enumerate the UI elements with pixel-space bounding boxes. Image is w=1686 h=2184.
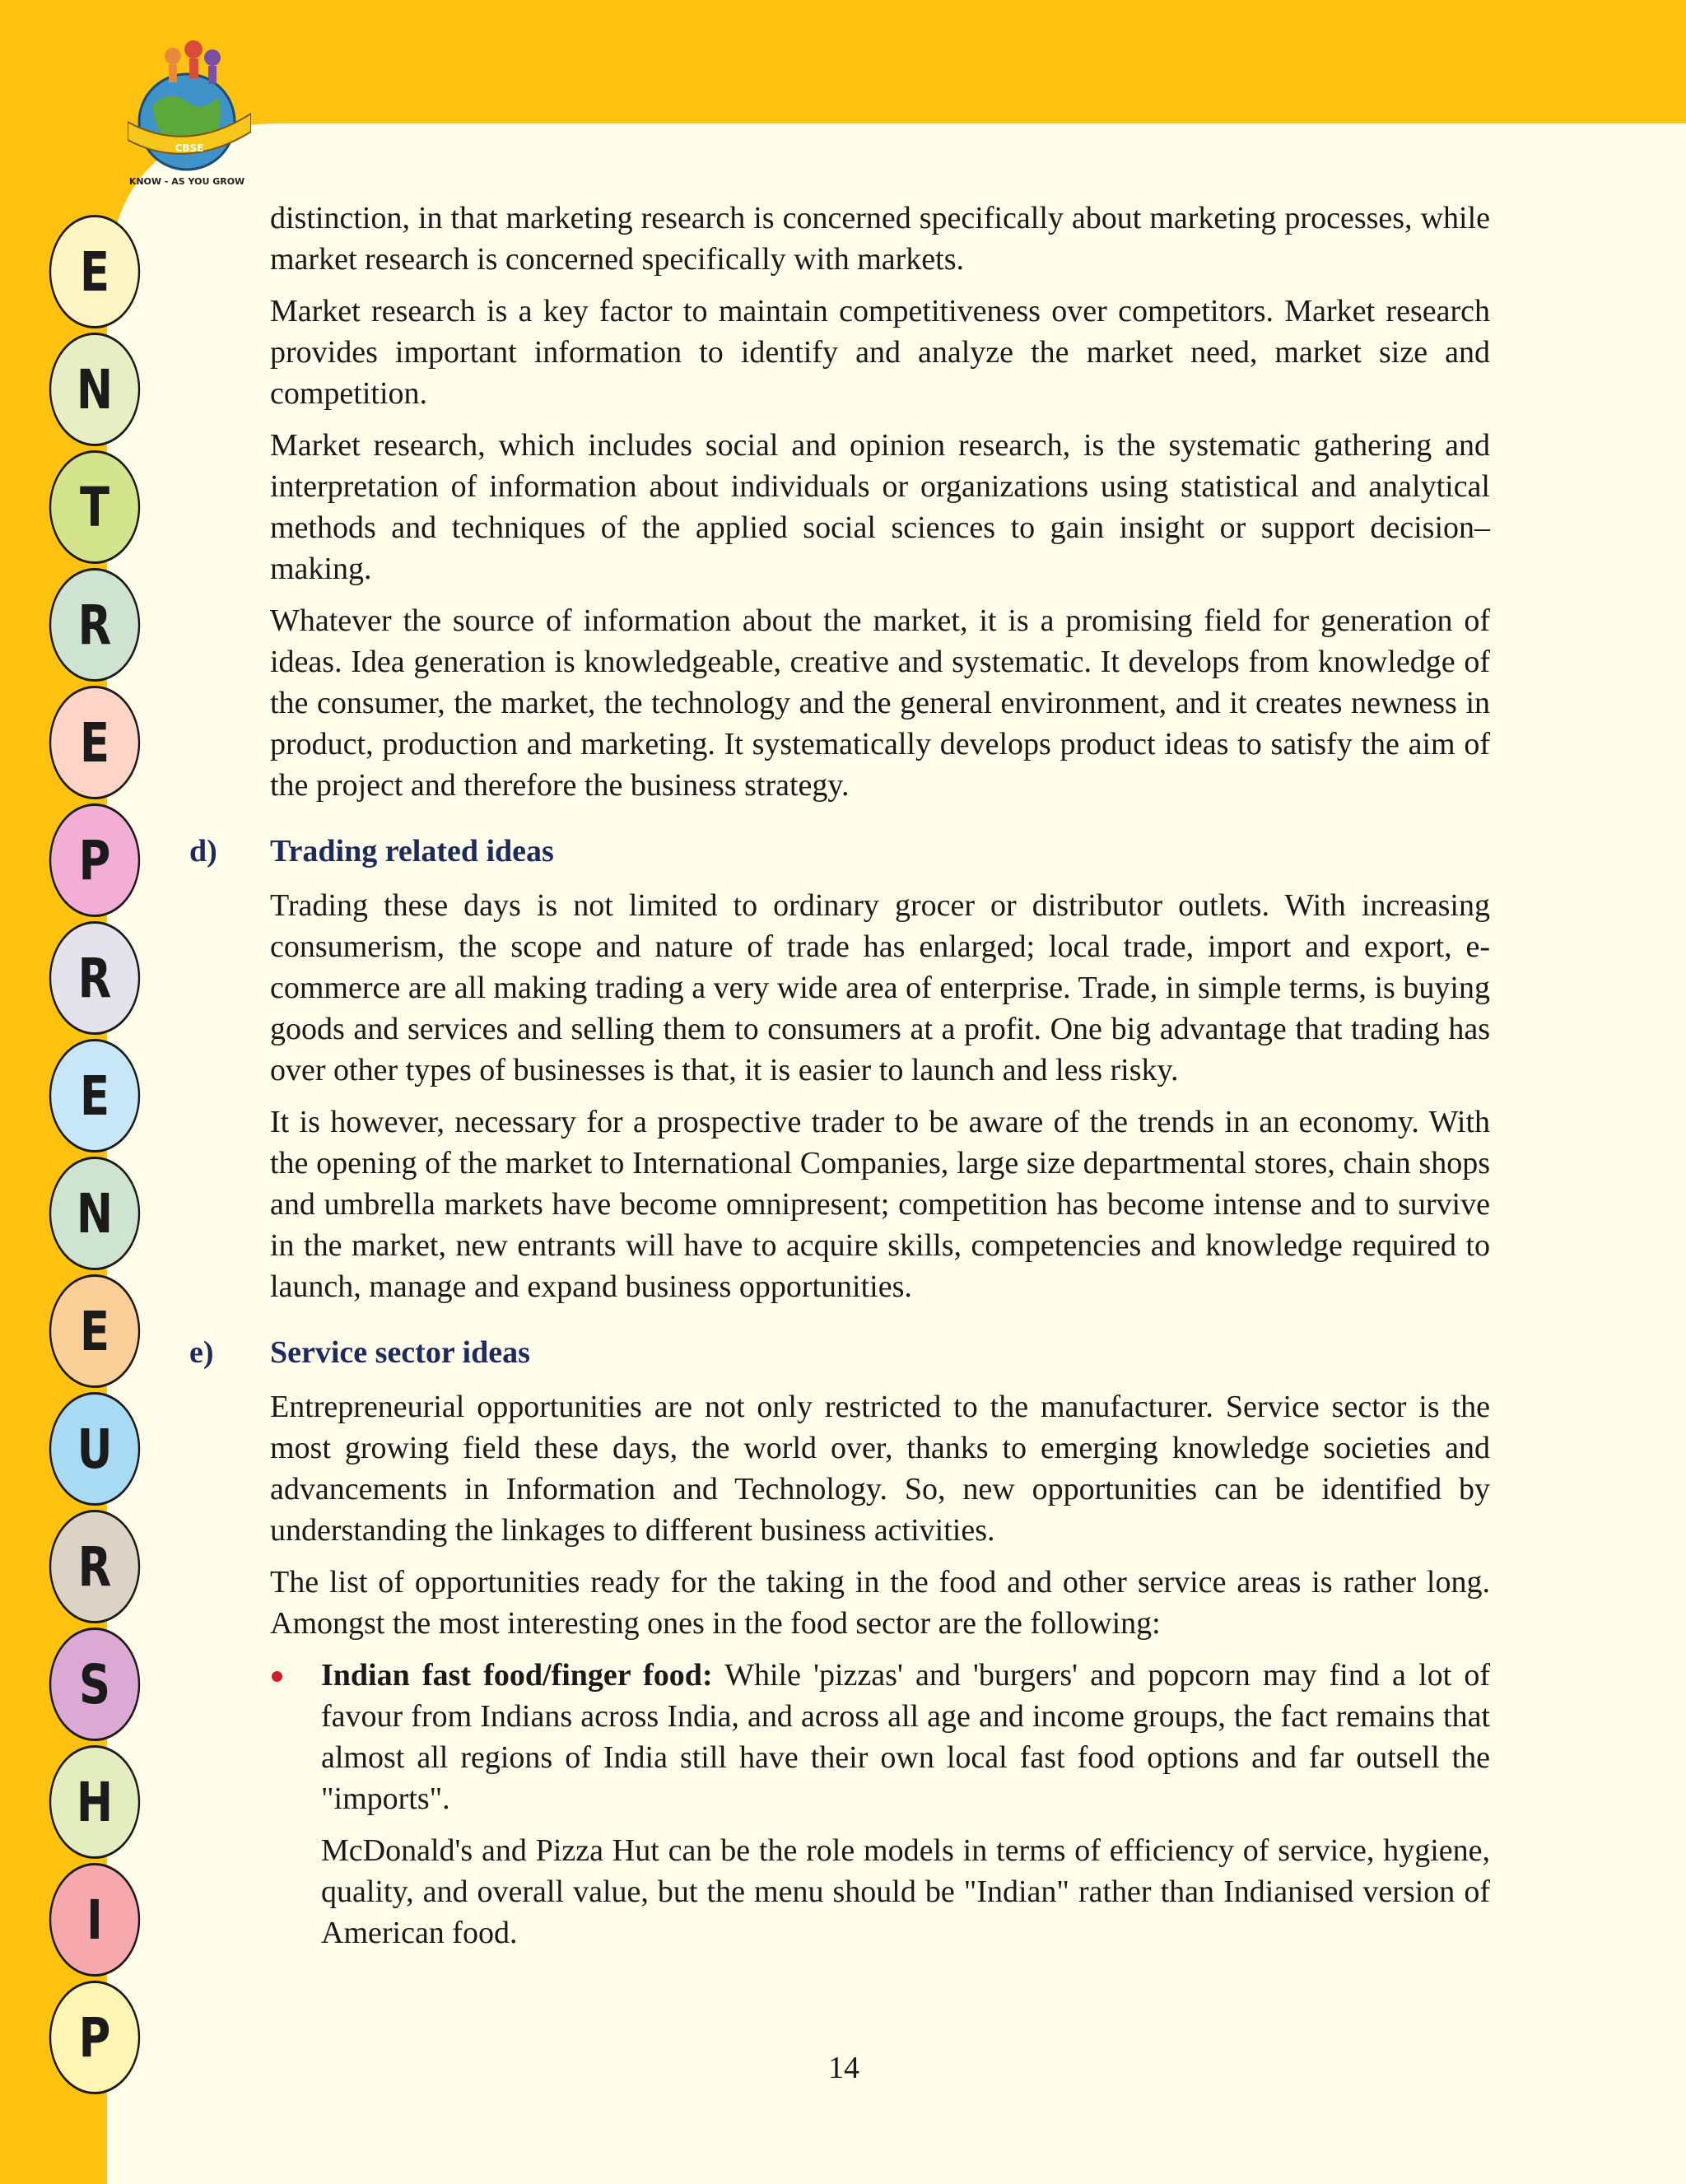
bullet-followup-paragraph: McDonald's and Pizza Hut can be the role models in terms of efficiency of service, hygiene, quality, and overall value, but the menu should be "Indian" rather than Indianised version of American food. bbox=[321, 1833, 1490, 1950]
section-e-title: Service sector ideas bbox=[270, 1335, 530, 1370]
sidebar-letter-circle: P bbox=[49, 1981, 140, 2094]
intro-paragraph-2: Market research is a key factor to maintain competitiveness over competitors. Market research provides important information to identify and analyze the market need, market size and competition. bbox=[270, 294, 1490, 411]
sidebar-letter-circle: S bbox=[49, 1628, 140, 1741]
sidebar-letter-circle: E bbox=[49, 1274, 140, 1388]
sidebar-letter-circle: H bbox=[49, 1745, 140, 1859]
intro-paragraph-3: Market research, which includes social and opinion research, is the systematic gathering and interpretation of information about individuals or organizations using statistical and analytical methods and techniques of the applied social sciences to gain insight or support decision–making. bbox=[270, 428, 1490, 586]
logo-motto: KNOW - AS YOU GROW bbox=[128, 176, 245, 187]
section-e-paragraph-1: Entrepreneurial opportunities are not only restricted to the manufacturer. Service sector is the most growing field these days, the world over, thanks to emerging knowledge societies and advancements in Information and Technology. So, new opportunities can be identified by understanding the linkages to different business activities. bbox=[270, 1390, 1490, 1548]
intro-paragraph-4: Whatever the source of information about the market, it is a promising field for generation of ideas. Idea generation is knowledgeable, creative and systematic. It develops from knowledge of the consumer, the market, the technology and the general environment, and it creates newness in product, production and marketing. It systematically develops product ideas to satisfy the aim of the project and therefore the business strategy. bbox=[270, 603, 1490, 803]
sidebar-letter-circle: N bbox=[49, 333, 140, 446]
section-e-heading bbox=[189, 1332, 1490, 1373]
section-d-paragraph-1: Trading these days is not limited to ordinary grocer or distributor outlets. With increasing consumerism, the scope and nature of trade has enlarged; local trade, import and export, e-commerce are all making trading a very wide area of enterprise. Trade, in simple terms, is buying goods and services and selling them to consumers at a profit. One big advantage that trading has over other types of businesses is that, it is easier to launch and less risky. bbox=[270, 888, 1490, 1087]
sidebar-letter-circle: E bbox=[49, 1039, 140, 1153]
cbse-logo bbox=[128, 31, 251, 188]
section-d-letter: d) bbox=[189, 834, 217, 868]
page-number: 14 bbox=[828, 2051, 859, 2085]
section-e-letter: e) bbox=[189, 1335, 214, 1370]
section-d-paragraph-2: It is however, necessary for a prospective trader to be aware of the trends in an economy. With the opening of the market to International Companies, large size departmental stores, chain shops and umbrella markets have become omnipresent; competition has become intense and to survive in the market, new entrants will have to acquire skills, competencies and knowledge required to launch, manage and expand business opportunities. bbox=[270, 1105, 1490, 1304]
bullet-item bbox=[321, 1655, 1490, 1819]
sidebar-letter-circle: I bbox=[49, 1863, 140, 1977]
intro-paragraph-1: distinction, in that marketing research is concerned specifically about marketing processes, while market research is concerned specifically with markets. bbox=[270, 201, 1490, 277]
section-d-title: Trading related ideas bbox=[270, 834, 554, 868]
bullet-dot-icon bbox=[272, 1671, 282, 1682]
sidebar-letter-circle: P bbox=[49, 803, 140, 917]
bullet-text: While 'pizzas' and 'burgers' and popcorn may find a lot of favour from Indians across India, and across all age and income groups, the fact remains that almost all regions of India still have their own local fast food options and far outsell the "imports". bbox=[321, 1658, 1491, 1816]
section-d-heading bbox=[189, 831, 1490, 872]
sidebar-letter-circle: T bbox=[49, 450, 140, 564]
sidebar-letter-circle: R bbox=[49, 921, 140, 1035]
page-content bbox=[189, 198, 1490, 1964]
section-e-paragraph-2: The list of opportunities ready for the taking in the food and other service areas is rather long. Amongst the most interesting ones in the food sector are the following: bbox=[270, 1565, 1490, 1641]
sidebar-letter-circle: N bbox=[49, 1157, 140, 1270]
sidebar-letter-circle: E bbox=[49, 686, 140, 799]
sidebar-letter-circle: U bbox=[49, 1392, 140, 1506]
sidebar-letter-circle: E bbox=[49, 215, 140, 328]
logo-org-label: CBSE bbox=[175, 142, 204, 154]
sidebar-letter-circle: R bbox=[49, 568, 140, 682]
bullet-term: Indian fast food/finger food: bbox=[321, 1658, 713, 1693]
sidebar-letter-circle: R bbox=[49, 1510, 140, 1623]
